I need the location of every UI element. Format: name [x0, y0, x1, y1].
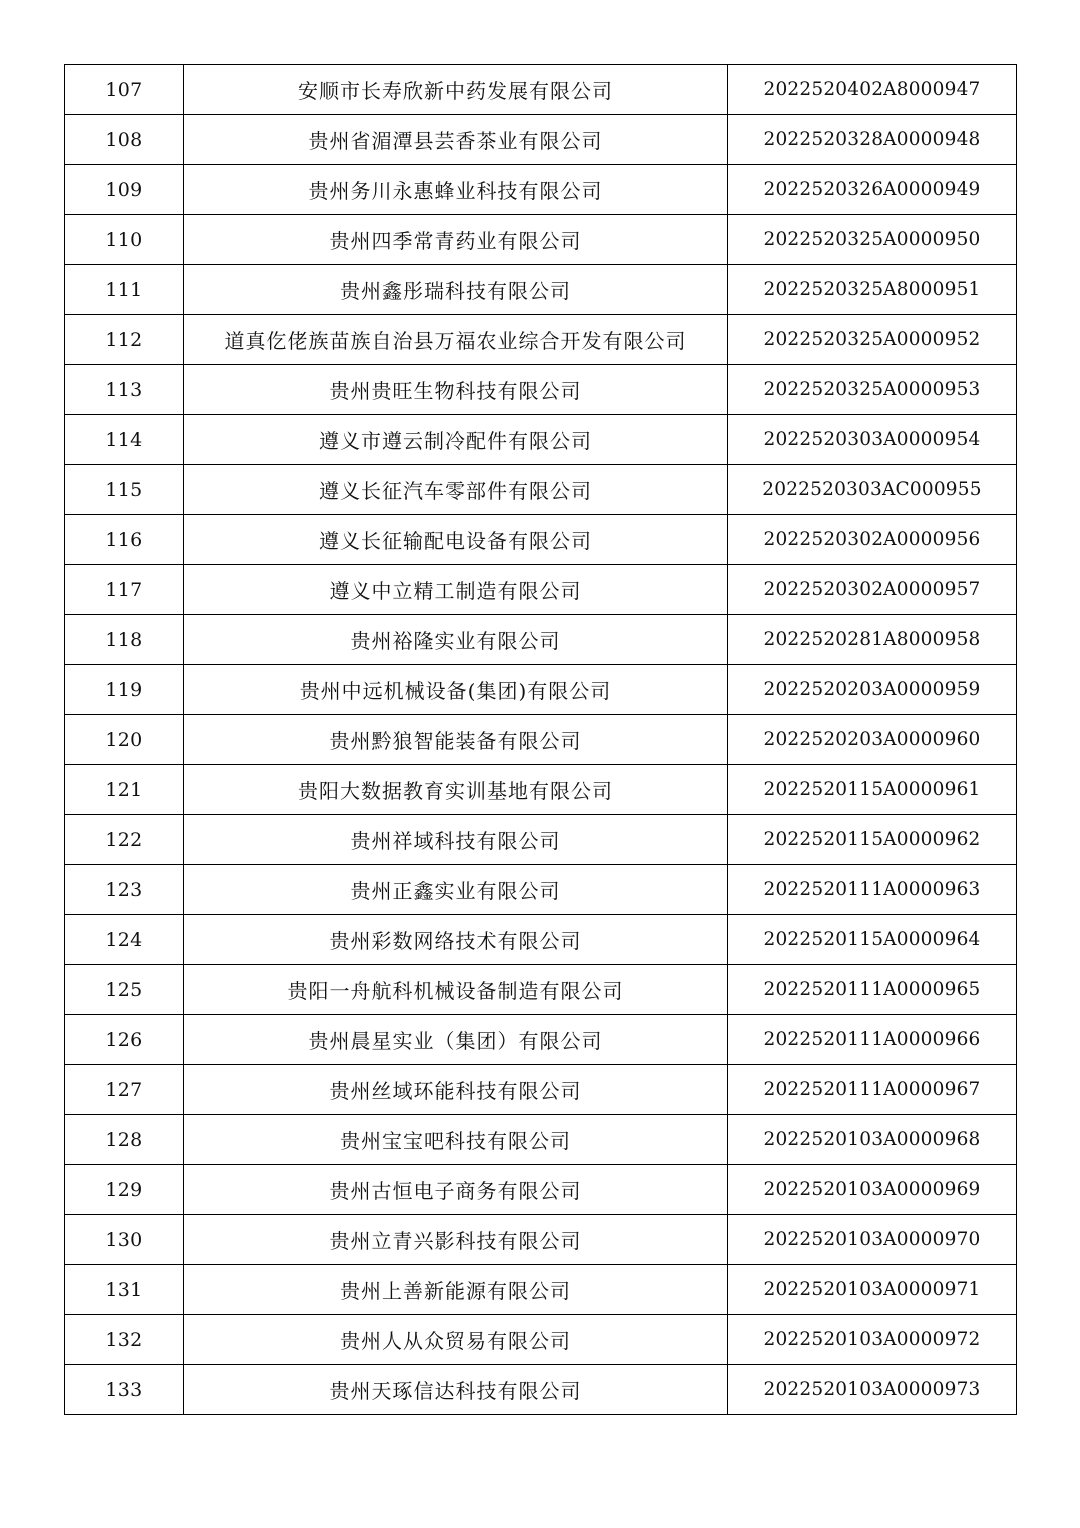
table-row: [65, 1265, 1017, 1315]
company-name-cell: 安顺市长寿欣新中药发展有限公司: [184, 65, 728, 115]
registration-code-cell: 2022520328A0000948: [728, 115, 1017, 165]
registration-code-cell: 2022520111A0000965: [728, 965, 1017, 1015]
row-number-cell: 124: [65, 915, 184, 965]
company-name-cell: 贵州裕隆实业有限公司: [184, 615, 728, 665]
table-row: [65, 1165, 1017, 1215]
row-number-cell: 116: [65, 515, 184, 565]
table-row: [65, 965, 1017, 1015]
table-row: [65, 465, 1017, 515]
row-number-cell: 107: [65, 65, 184, 115]
registration-code-cell: 2022520303AC000955: [728, 465, 1017, 515]
table-row: [65, 215, 1017, 265]
row-number-cell: 127: [65, 1065, 184, 1115]
company-name-cell: 贵州务川永惠蜂业科技有限公司: [184, 165, 728, 215]
table-row: [65, 315, 1017, 365]
row-number-cell: 123: [65, 865, 184, 915]
registration-code-cell: 2022520302A0000957: [728, 565, 1017, 615]
company-name-cell: 遵义市遵云制冷配件有限公司: [184, 415, 728, 465]
table-body: [65, 65, 1017, 1415]
row-number-cell: 126: [65, 1015, 184, 1065]
table-row: [65, 715, 1017, 765]
registration-code-cell: 2022520325A8000951: [728, 265, 1017, 315]
row-number-cell: 122: [65, 815, 184, 865]
table-row: [65, 1215, 1017, 1265]
registration-code-cell: 2022520103A0000969: [728, 1165, 1017, 1215]
company-name-cell: 贵州四季常青药业有限公司: [184, 215, 728, 265]
company-name-cell: 遵义长征输配电设备有限公司: [184, 515, 728, 565]
company-name-cell: 贵州丝域环能科技有限公司: [184, 1065, 728, 1115]
registration-code-cell: 2022520115A0000964: [728, 915, 1017, 965]
row-number-cell: 133: [65, 1365, 184, 1415]
row-number-cell: 113: [65, 365, 184, 415]
registration-code-cell: 2022520203A0000959: [728, 665, 1017, 715]
table-row: [65, 365, 1017, 415]
company-name-cell: 贵州天琢信达科技有限公司: [184, 1365, 728, 1415]
row-number-cell: 112: [65, 315, 184, 365]
registration-code-cell: 2022520325A0000952: [728, 315, 1017, 365]
registration-code-cell: 2022520115A0000961: [728, 765, 1017, 815]
registration-code-cell: 2022520103A0000973: [728, 1365, 1017, 1415]
registration-code-cell: 2022520281A8000958: [728, 615, 1017, 665]
row-number-cell: 114: [65, 415, 184, 465]
table-row: [65, 1365, 1017, 1415]
company-name-cell: 贵州宝宝吧科技有限公司: [184, 1115, 728, 1165]
company-name-cell: 贵州贵旺生物科技有限公司: [184, 365, 728, 415]
table-row: [65, 65, 1017, 115]
company-name-cell: 遵义中立精工制造有限公司: [184, 565, 728, 615]
row-number-cell: 130: [65, 1215, 184, 1265]
company-name-cell: 贵州鑫彤瑞科技有限公司: [184, 265, 728, 315]
company-name-cell: 贵阳一舟航科机械设备制造有限公司: [184, 965, 728, 1015]
registration-code-cell: 2022520111A0000963: [728, 865, 1017, 915]
row-number-cell: 131: [65, 1265, 184, 1315]
company-name-cell: 遵义长征汽车零部件有限公司: [184, 465, 728, 515]
registration-code-cell: 2022520103A0000972: [728, 1315, 1017, 1365]
table-row: [65, 815, 1017, 865]
table-row: [65, 865, 1017, 915]
row-number-cell: 111: [65, 265, 184, 315]
row-number-cell: 115: [65, 465, 184, 515]
registration-code-cell: 2022520103A0000970: [728, 1215, 1017, 1265]
registration-code-cell: 2022520115A0000962: [728, 815, 1017, 865]
registration-code-cell: 2022520111A0000966: [728, 1015, 1017, 1065]
enterprise-registry-table: [64, 64, 1017, 1415]
registration-code-cell: 2022520302A0000956: [728, 515, 1017, 565]
table-row: [65, 1065, 1017, 1115]
row-number-cell: 108: [65, 115, 184, 165]
table-row: [65, 415, 1017, 465]
table-row: [65, 915, 1017, 965]
table-row: [65, 1015, 1017, 1065]
table-row: [65, 515, 1017, 565]
table-row: [65, 665, 1017, 715]
document-page: [64, 64, 1015, 1415]
row-number-cell: 121: [65, 765, 184, 815]
table-row: [65, 115, 1017, 165]
row-number-cell: 118: [65, 615, 184, 665]
registration-code-cell: 2022520203A0000960: [728, 715, 1017, 765]
company-name-cell: 贵州古恒电子商务有限公司: [184, 1165, 728, 1215]
company-name-cell: 贵州人从众贸易有限公司: [184, 1315, 728, 1365]
registration-code-cell: 2022520111A0000967: [728, 1065, 1017, 1115]
company-name-cell: 贵州立青兴影科技有限公司: [184, 1215, 728, 1265]
company-name-cell: 贵州晨星实业（集团）有限公司: [184, 1015, 728, 1065]
company-name-cell: 贵州省湄潭县芸香茶业有限公司: [184, 115, 728, 165]
registration-code-cell: 2022520402A8000947: [728, 65, 1017, 115]
registration-code-cell: 2022520103A0000971: [728, 1265, 1017, 1315]
row-number-cell: 132: [65, 1315, 184, 1365]
registration-code-cell: 2022520303A0000954: [728, 415, 1017, 465]
registration-code-cell: 2022520325A0000953: [728, 365, 1017, 415]
company-name-cell: 贵州上善新能源有限公司: [184, 1265, 728, 1315]
company-name-cell: 贵阳大数据教育实训基地有限公司: [184, 765, 728, 815]
row-number-cell: 109: [65, 165, 184, 215]
registration-code-cell: 2022520326A0000949: [728, 165, 1017, 215]
table-row: [65, 1315, 1017, 1365]
row-number-cell: 117: [65, 565, 184, 615]
company-name-cell: 贵州黔狼智能装备有限公司: [184, 715, 728, 765]
table-row: [65, 765, 1017, 815]
company-name-cell: 贵州中远机械设备(集团)有限公司: [184, 665, 728, 715]
registration-code-cell: 2022520103A0000968: [728, 1115, 1017, 1165]
row-number-cell: 110: [65, 215, 184, 265]
table-row: [65, 265, 1017, 315]
table-row: [65, 565, 1017, 615]
row-number-cell: 120: [65, 715, 184, 765]
company-name-cell: 贵州彩数网络技术有限公司: [184, 915, 728, 965]
row-number-cell: 128: [65, 1115, 184, 1165]
company-name-cell: 贵州正鑫实业有限公司: [184, 865, 728, 915]
row-number-cell: 125: [65, 965, 184, 1015]
table-row: [65, 165, 1017, 215]
row-number-cell: 119: [65, 665, 184, 715]
company-name-cell: 道真仡佬族苗族自治县万福农业综合开发有限公司: [184, 315, 728, 365]
registration-code-cell: 2022520325A0000950: [728, 215, 1017, 265]
row-number-cell: 129: [65, 1165, 184, 1215]
table-row: [65, 615, 1017, 665]
company-name-cell: 贵州祥域科技有限公司: [184, 815, 728, 865]
table-row: [65, 1115, 1017, 1165]
